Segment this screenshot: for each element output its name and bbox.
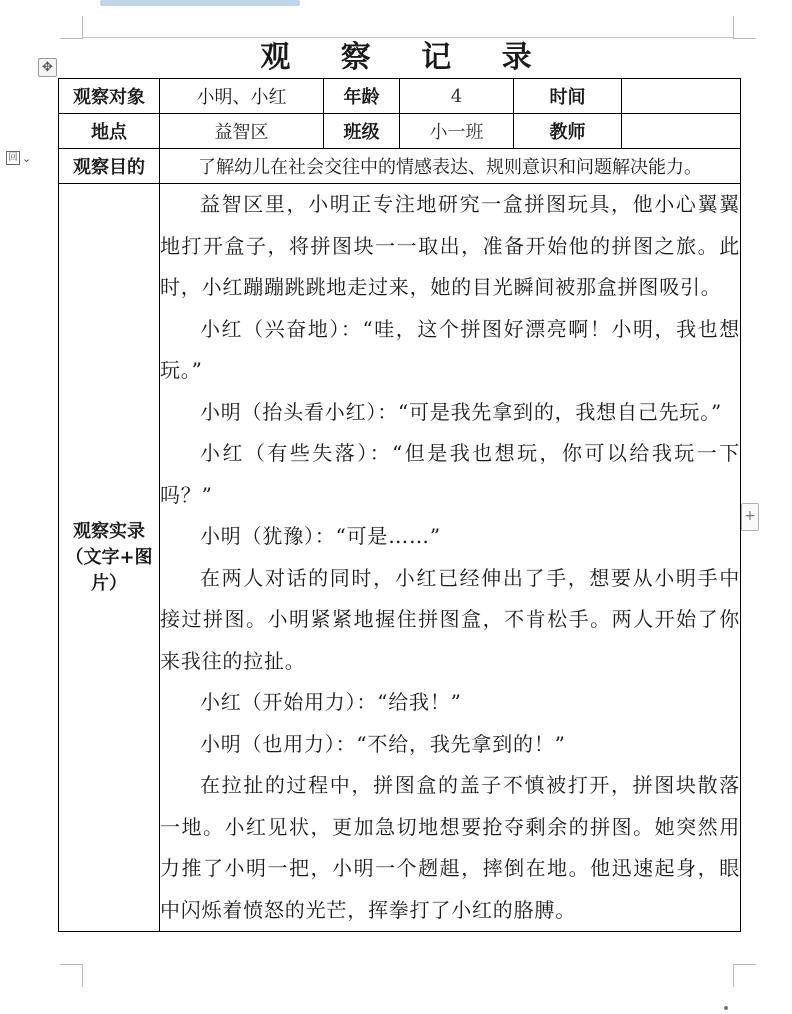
page-corner-mark: [60, 16, 83, 39]
table-row-menu[interactable]: [6, 149, 42, 167]
table-move-handle-icon[interactable]: ✥: [38, 58, 57, 77]
record-paragraph: 益智区里，小明正专注地研究一盒拼图玩具，他小心翼翼地打开盒子，将拼图块一一取出，准备开始他的拼图之旅。此时，小红蹦蹦跳跳地走过来，她的目光瞬间被那盒拼图吸引。: [160, 192, 740, 299]
subject-label: 观察对象: [59, 79, 160, 114]
record-paragraph: 小红（有些失落）：“但是我也想玩，你可以给我玩一下吗？”: [160, 441, 740, 507]
record-content[interactable]: [160, 184, 741, 932]
page-title: 观 察 记 录: [260, 40, 552, 75]
page-marker: [724, 1006, 728, 1010]
chevron-down-icon[interactable]: ⌄: [22, 151, 32, 165]
table-row: [59, 184, 741, 932]
page-corner-mark: [60, 964, 83, 987]
subject-value[interactable]: 小明、小红: [160, 79, 324, 114]
record-paragraph: 在拉扯的过程中，拼图盒的盖子不慎被打开，拼图块散落一地。小红见状，更加急切地想要抢夺剩余的拼图。她突然用力推了小明一把，小明一个趔趄，摔倒在地。他迅速起身，眼中闪烁着愤怒的光芒，挥拳打了小红的胳膊。: [160, 773, 740, 922]
purpose-value[interactable]: 了解幼儿在社会交往中的情感表达、规则意识和问题解决能力。: [160, 149, 741, 184]
table-row: [59, 149, 741, 184]
observation-table: [58, 78, 741, 932]
record-paragraph: 小红（兴奋地）：“哇，这个拼图好漂亮啊！小明，我也想玩。”: [160, 316, 740, 382]
record-paragraph: 在两人对话的同时，小红已经伸出了手，想要从小明手中接过拼图。小明紧紧地握住拼图盒，不肯松手。两人开始了你来我往的拉扯。: [160, 565, 740, 673]
record-label-line: （文字+图: [65, 546, 153, 568]
record-label: [59, 184, 160, 932]
page-corner-mark: [733, 964, 756, 987]
place-value[interactable]: 益智区: [160, 114, 324, 149]
age-label: 年龄: [324, 79, 400, 114]
record-paragraph: 小明（也用力）：“不给，我先拿到的！”: [200, 731, 566, 756]
table-row: [59, 79, 741, 114]
class-label: 班级: [324, 114, 400, 149]
teacher-label: 教师: [514, 114, 622, 149]
record-label-line: 片）: [91, 572, 127, 594]
table-row-menu-icon[interactable]: 回: [6, 151, 20, 165]
record-paragraph: 小明（犹豫）：“可是……”: [200, 524, 441, 548]
add-column-button[interactable]: +: [741, 503, 759, 531]
page-corner-mark: [733, 16, 756, 39]
place-label: 地点: [59, 114, 160, 149]
time-label: 时间: [514, 79, 622, 114]
teacher-value[interactable]: [622, 114, 741, 149]
record-label-line: 观察实录: [73, 520, 145, 542]
header-text-strip: [100, 0, 300, 6]
table-row: [59, 114, 741, 149]
purpose-label: 观察目的: [59, 149, 160, 184]
age-value[interactable]: 4: [400, 79, 514, 114]
time-value[interactable]: [622, 79, 741, 114]
class-value[interactable]: 小一班: [400, 114, 514, 149]
record-paragraph: 小明（抬头看小红）：“可是我先拿到的，我想自己先玩。”: [200, 399, 723, 424]
record-paragraph: 小红（开始用力）：“给我！”: [200, 690, 462, 714]
